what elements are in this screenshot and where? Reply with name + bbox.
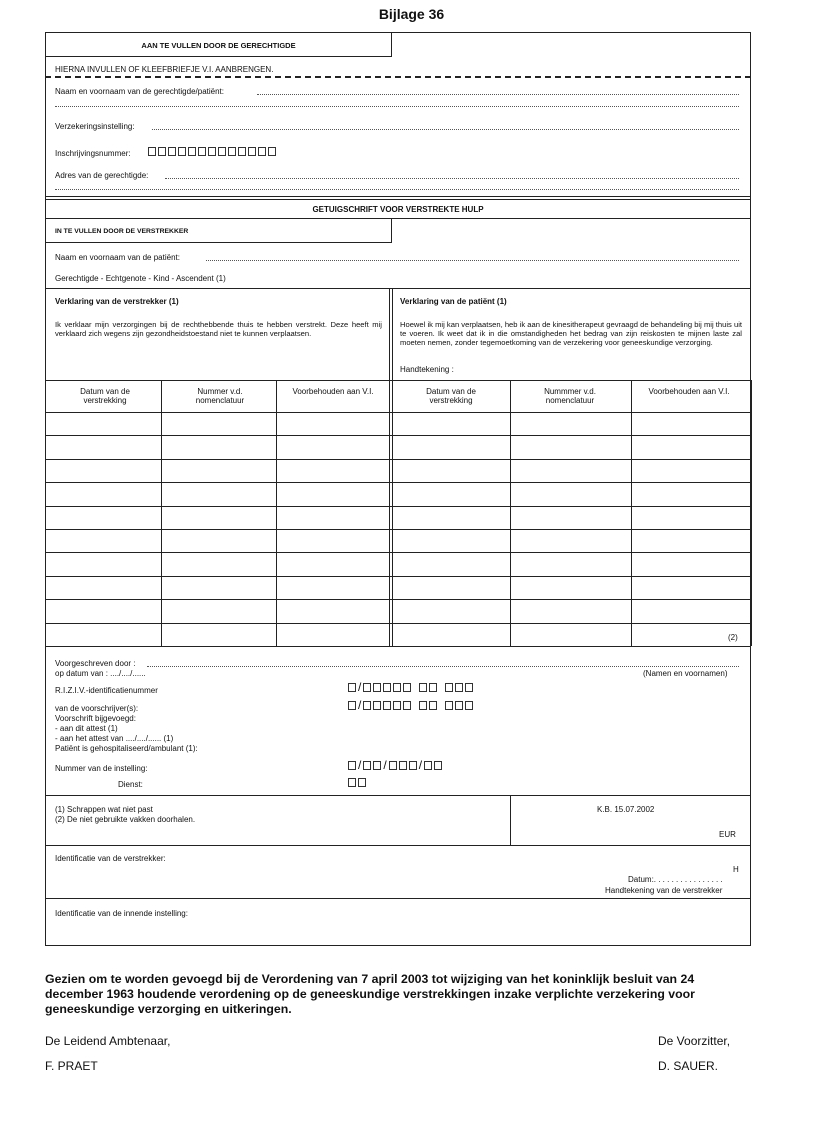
- table-cell[interactable]: [511, 553, 631, 575]
- table-cell[interactable]: [162, 600, 276, 622]
- table-cell[interactable]: [277, 624, 389, 646]
- table-cell[interactable]: [393, 483, 510, 505]
- table-cell[interactable]: [393, 460, 510, 482]
- table-cell[interactable]: [162, 507, 276, 529]
- center-divider: [392, 288, 393, 380]
- table-col-header: Datum van de verstrekking: [426, 387, 476, 405]
- datum-label: Datum:. . . . . . . . . . . . . . . .: [628, 875, 723, 884]
- table-cell[interactable]: [46, 624, 161, 646]
- verzekering-field[interactable]: [152, 129, 739, 130]
- table-cell[interactable]: [632, 436, 751, 458]
- verklaring-verstrekker-title: Verklaring van de verstrekker (1): [55, 297, 179, 306]
- table-cell[interactable]: [46, 600, 161, 622]
- voorzitter-name: D. SAUER.: [658, 1059, 719, 1073]
- table-cell[interactable]: [393, 507, 510, 529]
- closing-text: Gezien om te worden gevoegd bij de Verordening van 7 april 2003 tot wijziging van het koninklijk besluit van 24 december 1963 houdende verordening op de geneeskundige verstrekkingen inzake verplichte verzekering voor geneeskundige verzorging en uitkeringen.: [45, 972, 695, 1016]
- table-cell[interactable]: [162, 530, 276, 552]
- kleefbriefje-label: HIERNA INVULLEN OF KLEEFBRIEFJE V.I. AANBRENGEN.: [55, 65, 274, 74]
- getuigschrift-title: GETUIGSCHRIFT VOOR VERSTREKTE HULP: [312, 205, 484, 214]
- table-cell[interactable]: [511, 413, 631, 435]
- table-col-header: Voorbehouden aan V.I.: [292, 387, 374, 396]
- bijgevoegd-label: Voorschrift bijgevoegd:: [55, 714, 136, 723]
- adres-label: Adres van de gerechtigde:: [55, 171, 149, 180]
- riziv-boxes-1[interactable]: /: [348, 682, 475, 693]
- table-cell[interactable]: [632, 600, 751, 622]
- table-cell[interactable]: [393, 577, 510, 599]
- voorzitter-title: De Voorzitter,: [658, 1034, 731, 1048]
- patient-naam-label: Naam en voornaam van de patiënt:: [55, 253, 180, 262]
- footnote-2: (2) De niet gebruikte vakken doorhalen.: [55, 815, 196, 824]
- voorgeschreven-label: Voorgeschreven door :: [55, 659, 136, 668]
- patient-naam-field[interactable]: [206, 260, 739, 261]
- divider: [45, 288, 751, 289]
- table-cell[interactable]: [511, 577, 631, 599]
- verklaring-verstrekker-text: Ik verklaar mijn verzorgingen bij de rechthebbende thuis te hebben verstrekt. Deze heeft mij verklaard zich wegens zijn gezondheidstoestand niet te kunnen verplaatsen.: [55, 320, 382, 338]
- table-cell[interactable]: [632, 483, 751, 505]
- table-cell[interactable]: [46, 483, 161, 505]
- patient-handtekening-label: Handtekening :: [400, 365, 454, 374]
- dashed-separator: [45, 76, 751, 78]
- table-cell[interactable]: [162, 460, 276, 482]
- table-cell[interactable]: [511, 624, 631, 646]
- h-label: H: [733, 865, 739, 874]
- table-cell[interactable]: [277, 460, 389, 482]
- divider: [45, 199, 751, 200]
- footnote-mark: (2): [728, 633, 738, 642]
- table-cell[interactable]: [393, 530, 510, 552]
- table-cell[interactable]: [46, 530, 161, 552]
- table-col-line: [389, 380, 390, 646]
- table-col-header: Nummmer v.d. nomenclatuur: [544, 387, 596, 405]
- table-cell[interactable]: [632, 460, 751, 482]
- riziv-label: R.I.Z.I.V.-identificatienummer: [55, 686, 158, 695]
- identificatie-verstrekker-label: Identificatie van de verstrekker:: [55, 854, 166, 863]
- table-cell[interactable]: [632, 553, 751, 575]
- table-cell[interactable]: [511, 460, 631, 482]
- table-cell[interactable]: [46, 413, 161, 435]
- table-top: [45, 380, 751, 381]
- table-cell[interactable]: [46, 436, 161, 458]
- table-cell[interactable]: [162, 436, 276, 458]
- table-cell[interactable]: [162, 483, 276, 505]
- table-cell[interactable]: [511, 600, 631, 622]
- table-cell[interactable]: [277, 530, 389, 552]
- table-cell[interactable]: [632, 413, 751, 435]
- table-cell[interactable]: [46, 507, 161, 529]
- table-col-header: Nummer v.d. nomenclatuur: [195, 387, 245, 405]
- table-cell[interactable]: [632, 577, 751, 599]
- inschrijving-boxes[interactable]: [148, 146, 278, 157]
- divider: [45, 795, 751, 796]
- table-col-header: Datum van de verstrekking: [80, 387, 130, 405]
- verklaring-patient-text: Hoewel ik mij kan verplaatsen, heb ik aan de kinesitherapeut gevraagd de behandeling bij mij thuis uit te voeren. Ik weet dat ik in die omstandigheden het bedrag van zijn reiskosten te mijnen laste zal moeten nemen, zonder tegemoetkoming van de verzekering voor geneeskundige verzorging.: [400, 320, 742, 347]
- instelling-boxes[interactable]: / / /: [348, 760, 444, 771]
- table-cell[interactable]: [277, 600, 389, 622]
- verstrekker-header-label: IN TE VULLEN DOOR DE VERSTREKKER: [55, 228, 189, 235]
- table-cell[interactable]: [511, 483, 631, 505]
- table-cell[interactable]: [277, 483, 389, 505]
- leidend-ambtenaar-name: F. PRAET: [45, 1059, 98, 1073]
- table-cell[interactable]: [393, 600, 510, 622]
- table-cell[interactable]: [393, 624, 510, 646]
- table-cell[interactable]: [277, 507, 389, 529]
- kb-label: K.B. 15.07.2002: [597, 805, 655, 814]
- inschrijving-label: Inschrijvingsnummer:: [55, 149, 131, 158]
- adres-field-2[interactable]: [55, 189, 739, 190]
- table-cell[interactable]: [46, 553, 161, 575]
- leidend-ambtenaar-title: De Leidend Ambtenaar,: [45, 1034, 171, 1048]
- naam-gerechtigde-field[interactable]: [257, 94, 739, 95]
- categorie-text: Gerechtigde - Echtgenote - Kind - Ascendent (1): [55, 274, 226, 283]
- voorschrijver-label: van de voorschrijver(s):: [55, 704, 139, 713]
- aan-dit-attest: - aan dit attest (1): [55, 724, 118, 733]
- table-cell[interactable]: [277, 436, 389, 458]
- divider: [45, 898, 751, 899]
- table-cell[interactable]: [632, 530, 751, 552]
- voorgeschreven-field[interactable]: [147, 666, 739, 667]
- divider: [45, 196, 751, 197]
- table-cell[interactable]: [277, 553, 389, 575]
- eur-label: EUR: [719, 830, 736, 839]
- table-cell[interactable]: [277, 577, 389, 599]
- page-title: Bijlage 36: [378, 6, 445, 22]
- table-cell[interactable]: [162, 624, 276, 646]
- divider: [510, 795, 511, 845]
- table-cell[interactable]: [511, 507, 631, 529]
- table-cell[interactable]: [277, 413, 389, 435]
- gehospitaliseerd-label: Patiënt is gehospitaliseerd/ambulant (1):: [55, 744, 198, 753]
- table-cell[interactable]: [511, 436, 631, 458]
- table-cell[interactable]: [46, 460, 161, 482]
- verklaring-patient-title: Verklaring van de patiënt (1): [400, 297, 507, 306]
- footnote-1: (1) Schrappen wat niet past: [55, 805, 153, 814]
- adres-field[interactable]: [165, 178, 739, 179]
- verzekering-label: Verzekeringsinstelling:: [55, 122, 135, 131]
- divider: [45, 845, 751, 846]
- table-cell[interactable]: [393, 436, 510, 458]
- aan-het-attest: - aan het attest van ..../..../...... (1): [55, 734, 174, 743]
- riziv-boxes-2[interactable]: /: [348, 700, 475, 711]
- table-cell[interactable]: [511, 530, 631, 552]
- table-cell[interactable]: [393, 553, 510, 575]
- naam-gerechtigde-field-2[interactable]: [55, 106, 739, 107]
- namen-label: (Namen en voornamen): [643, 669, 728, 678]
- table-cell[interactable]: [632, 507, 751, 529]
- naam-gerechtigde-label: Naam en voornaam van de gerechtigde/patiënt:: [55, 87, 224, 96]
- table-cell[interactable]: [393, 413, 510, 435]
- dienst-label: Dienst:: [118, 780, 143, 789]
- identificatie-instelling-label: Identificatie van de innende instelling:: [55, 909, 188, 918]
- table-col-header: Voorbehouden aan V.I.: [648, 387, 730, 396]
- dienst-boxes[interactable]: [348, 777, 368, 788]
- table-cell[interactable]: [162, 577, 276, 599]
- table-col-line: [751, 380, 752, 646]
- table-cell[interactable]: [46, 577, 161, 599]
- table-cell[interactable]: [162, 553, 276, 575]
- nummer-instelling-label: Nummer van de instelling:: [55, 764, 148, 773]
- gerechtigde-header-label: AAN TE VULLEN DOOR DE GERECHTIGDE: [141, 41, 296, 50]
- table-row-line: [45, 646, 751, 647]
- handtekening-verstrekker-label: Handtekening van de verstrekker: [605, 886, 723, 895]
- table-cell[interactable]: [162, 413, 276, 435]
- center-divider: [389, 288, 390, 380]
- op-datum-label: op datum van : ..../..../......: [55, 669, 146, 678]
